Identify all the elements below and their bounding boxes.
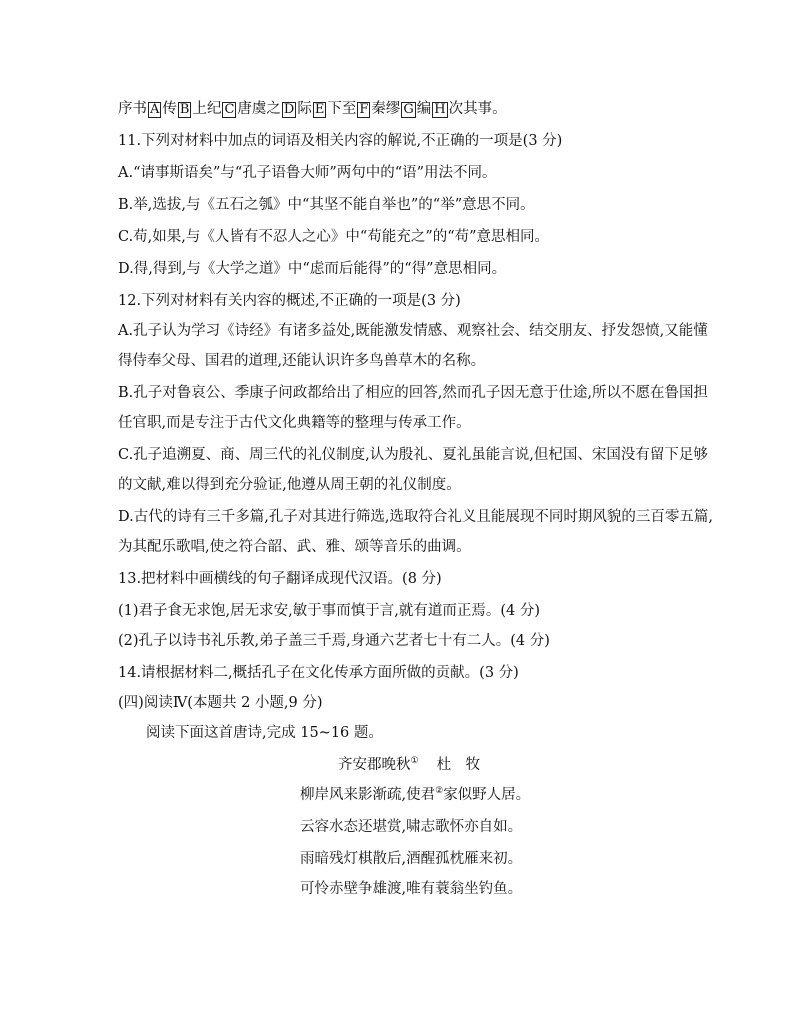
question-11-option-a: A.“请事斯语矣”与“孔子语鲁大师”两句中的“语”用法不同。 <box>118 165 497 181</box>
question-13-item-2: (2)孔子以诗书礼乐教,弟子盖三千焉,身通六艺者七十有二人。(4 分) <box>118 633 550 649</box>
letter-box-d: D <box>283 102 295 117</box>
top-line-text: 唐虞之 <box>237 101 281 117</box>
letter-box-e: E <box>314 102 325 117</box>
poem-title: 齐安郡晚秋 <box>338 757 411 773</box>
top-line <box>118 100 507 118</box>
letter-box-a: A <box>150 102 160 117</box>
question-12-option-line: B.孔子对鲁哀公、季康子问政都给出了相应的回答,然而孔子因无意于仕途,所以不愿在鲁国担 <box>118 385 708 401</box>
question-11-option-c: C.苟,如果,与《人皆有不忍人之心》中“苟能充之”的“苟”意思相同。 <box>118 229 550 245</box>
question-14-stem: 14.请根据材料二,概括孔子在文化传承方面所做的贡献。(3 分) <box>118 665 519 681</box>
poem-line-2: 云容水态还堪赏,啸志歌怀亦自如。 <box>300 819 523 835</box>
question-11-stem: 11.下列对材料中加点的词语及相关内容的解说,不正确的一项是(3 分) <box>118 133 563 149</box>
poem-line-1 <box>300 786 530 804</box>
section-4-heading: (四)阅读Ⅳ(本题共 2 小题,9 分) <box>118 695 323 711</box>
top-line-text: 次其事。 <box>448 101 507 117</box>
poem-title-note: ① <box>410 756 419 767</box>
letter-box-h: H <box>434 102 446 117</box>
section-4-intro: 阅读下面这首唐诗,完成 15~16 题。 <box>146 725 383 741</box>
question-13-stem: 13.把材料中画横线的句子翻译成现代汉语。(8 分) <box>118 571 442 587</box>
question-13-item-1: (1)君子食无求饱,居无求安,敏于事而慎于言,就有道而正焉。(4 分) <box>118 603 541 619</box>
question-11-option-d: D.得,得到,与《大学之道》中“虑而后能得”的“得”意思相同。 <box>118 261 507 277</box>
question-12-stem: 12.下列对材料有关内容的概述,不正确的一项是(3 分) <box>118 293 461 309</box>
poem-line-1-part-b: 家似野人居。 <box>443 787 531 803</box>
question-12-option-line: A.孔子认为学习《诗经》有诸多益处,既能激发情感、观察社会、结交朋友、抒发怨愤,又能懂 <box>118 323 708 339</box>
letter-box-f: F <box>359 102 369 117</box>
top-line-text: 上纪 <box>192 101 222 117</box>
top-line-text: 传 <box>162 101 177 117</box>
question-11-option-b: B.举,选拔,与《五石之瓠》中“其坚不能自举也”的“举”意思不同。 <box>118 197 535 213</box>
question-12-option-line: 任官职,而是专注于古代文化典籍等的整理与传承工作。 <box>118 415 471 431</box>
poem-author: 杜 牧 <box>436 757 481 773</box>
poem-line-4: 可怜赤壁争雄渡,唯有蓑翁坐钓鱼。 <box>300 881 523 897</box>
top-line-text: 际 <box>297 101 312 117</box>
letter-box-c: C <box>224 102 235 117</box>
question-12-option-line: 得侍奉父母、国君的道理,还能认识许多鸟兽草木的名称。 <box>118 353 486 369</box>
poem-heading <box>338 756 480 774</box>
question-12-option-line: C.孔子追溯夏、商、周三代的礼仪制度,认为殷礼、夏礼虽能言说,但杞国、宋国没有留下足够 <box>118 447 708 463</box>
poem-line-1-note: ② <box>435 786 444 797</box>
top-line-prefix: 序书 <box>118 101 147 117</box>
question-12-option-line: 为其配乐歌唱,使之符合韶、武、雅、颂等音乐的曲调。 <box>118 539 471 555</box>
top-line-text: 下至 <box>327 101 357 117</box>
poem-line-1-part-a: 柳岸风来影渐疏,使君 <box>300 787 436 803</box>
poem-line-3: 雨暗残灯棋散后,酒醒孤枕雁来初。 <box>300 851 523 867</box>
letter-box-g: G <box>403 102 414 117</box>
letter-box-b: B <box>179 102 190 117</box>
question-12-option-line: 的文献,难以得到充分验证,他遵从周王朝的礼仪制度。 <box>118 477 461 493</box>
top-line-text: 秦缪 <box>371 101 401 117</box>
top-line-text: 编 <box>416 101 432 117</box>
question-12-option-line: D.古代的诗有三千多篇,孔子对其进行筛选,选取符合礼义且能展现不同时期风貌的三百零五篇, <box>118 509 714 525</box>
